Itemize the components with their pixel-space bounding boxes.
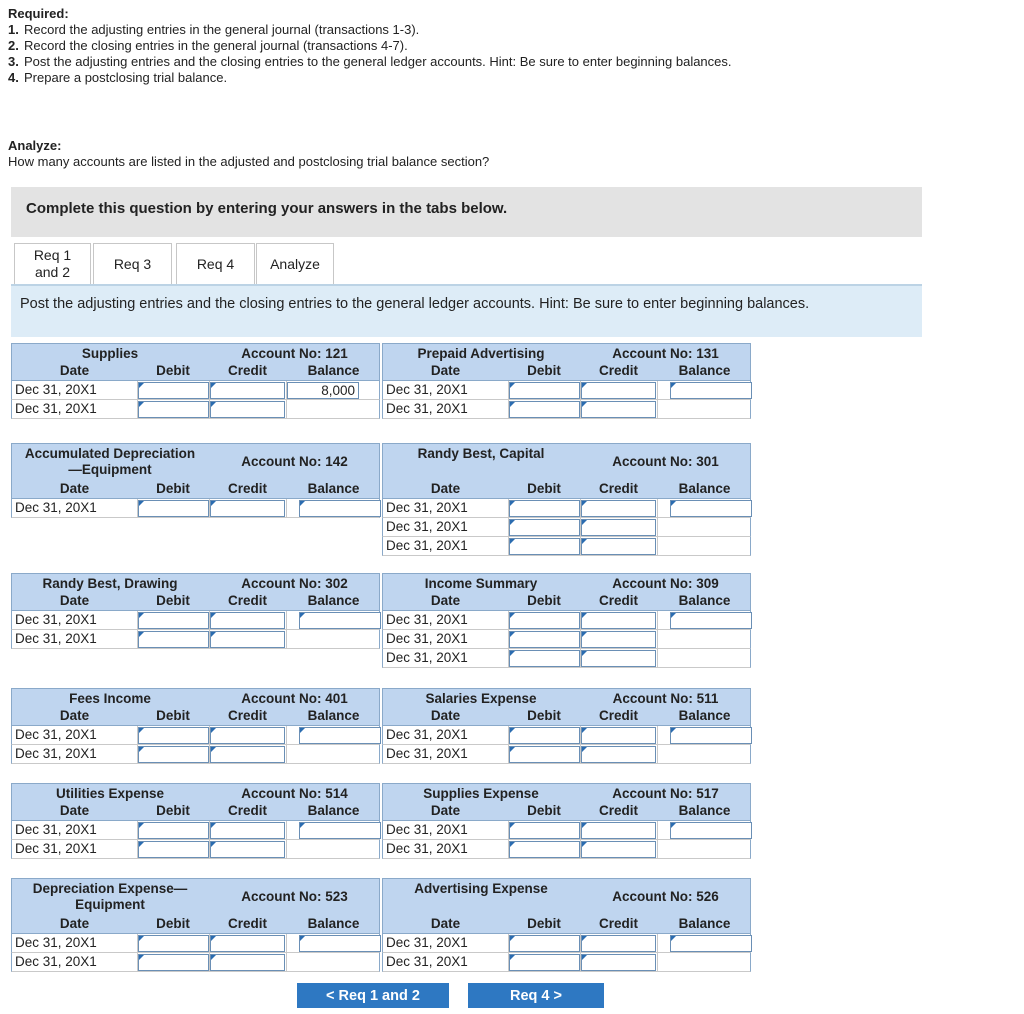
account-header: [11, 443, 380, 499]
column-header-date: Date: [59, 708, 90, 723]
credit-input[interactable]: [581, 631, 656, 648]
row-date: Dec 31, 20X1: [15, 382, 97, 397]
column-header-balance: Balance: [307, 593, 360, 608]
debit-input[interactable]: [509, 727, 580, 744]
row-date: Dec 31, 20X1: [15, 822, 97, 837]
ledger-account: [11, 343, 381, 443]
required-heading: Required:: [8, 6, 69, 21]
balance-input[interactable]: [299, 500, 381, 517]
row-date: Dec 31, 20X1: [386, 612, 468, 627]
next-button[interactable]: Req 4 >: [468, 983, 604, 1008]
required-section: [8, 6, 808, 86]
cell-divider: [657, 840, 658, 858]
column-header-debit: Debit: [156, 708, 190, 723]
credit-input[interactable]: [581, 935, 656, 952]
credit-input[interactable]: [210, 612, 285, 629]
account-header: [382, 573, 751, 611]
cell-divider: [286, 934, 287, 952]
balance-input[interactable]: [299, 822, 381, 839]
ledger-row: [382, 537, 751, 556]
tab-label: Req 4: [196, 255, 235, 272]
ledger-account: [11, 783, 381, 878]
account-name: Utilities Expense: [55, 786, 165, 801]
ledger-row: [11, 953, 380, 972]
tab-req-1-and-2[interactable]: [14, 243, 91, 284]
account-name: Income Summary: [424, 576, 538, 591]
cell-divider: [286, 953, 287, 971]
account-name: Randy Best, Capital: [417, 446, 545, 461]
credit-input[interactable]: [581, 401, 656, 418]
account-number: Account No: 121: [241, 346, 348, 361]
balance-input[interactable]: [670, 727, 752, 744]
credit-input[interactable]: [581, 382, 656, 399]
account-header: [382, 443, 751, 499]
ledger-row: [382, 745, 751, 764]
column-header-debit: Debit: [156, 363, 190, 378]
column-header-date: Date: [430, 363, 461, 378]
account-number: Account No: 526: [612, 889, 719, 904]
cell-divider: [286, 400, 287, 418]
analyze-section: [8, 138, 489, 170]
column-header-debit: Debit: [527, 363, 561, 378]
debit-input[interactable]: [509, 382, 580, 399]
credit-input[interactable]: [210, 841, 285, 858]
debit-input[interactable]: [509, 954, 580, 971]
ledger-row: [382, 400, 751, 419]
row-date: Dec 31, 20X1: [15, 746, 97, 761]
row-date: Dec 31, 20X1: [386, 841, 468, 856]
debit-input[interactable]: [138, 727, 209, 744]
column-header-date: Date: [59, 481, 90, 496]
credit-input[interactable]: [581, 727, 656, 744]
credit-input[interactable]: [581, 500, 656, 517]
balance-input[interactable]: [299, 935, 381, 952]
credit-input[interactable]: [210, 935, 285, 952]
debit-input[interactable]: [509, 500, 580, 517]
credit-input[interactable]: [581, 650, 656, 667]
debit-input[interactable]: [138, 822, 209, 839]
ledger-row: [382, 630, 751, 649]
cell-divider: [657, 821, 658, 839]
column-header-credit: Credit: [227, 916, 267, 931]
column-header-balance: Balance: [307, 481, 360, 496]
ledger-row: [382, 611, 751, 630]
debit-input[interactable]: [509, 935, 580, 952]
required-item: [8, 38, 808, 54]
column-header-balance: Balance: [307, 363, 360, 378]
account-number: Account No: 142: [241, 454, 348, 469]
cell-divider: [657, 400, 658, 418]
column-header-debit: Debit: [527, 708, 561, 723]
account-number: Account No: 309: [612, 576, 719, 591]
credit-input[interactable]: [210, 401, 285, 418]
ledger-row: [382, 499, 751, 518]
column-header-credit: Credit: [227, 803, 267, 818]
account-number: Account No: 514: [241, 786, 348, 801]
column-header-balance: Balance: [678, 593, 731, 608]
account-header: [11, 573, 380, 611]
row-date: Dec 31, 20X1: [386, 401, 468, 416]
debit-input[interactable]: [138, 935, 209, 952]
row-date: Dec 31, 20X1: [15, 935, 97, 950]
cell-divider: [657, 611, 658, 629]
ledger-row: [382, 518, 751, 537]
row-date: Dec 31, 20X1: [15, 631, 97, 646]
ledger-row: [382, 953, 751, 972]
column-header-date: Date: [430, 803, 461, 818]
instructions-banner: Complete this question by entering your answers in the tabs below.: [11, 187, 922, 237]
cell-divider: [286, 840, 287, 858]
account-header: [382, 783, 751, 821]
debit-input[interactable]: [509, 401, 580, 418]
account-name: Supplies Expense: [423, 786, 539, 801]
cell-divider: [286, 726, 287, 744]
column-header-date: Date: [59, 916, 90, 931]
column-header-date: Date: [430, 481, 461, 496]
debit-input[interactable]: [509, 519, 580, 536]
credit-input[interactable]: [581, 822, 656, 839]
debit-input[interactable]: [509, 746, 580, 763]
column-header-credit: Credit: [598, 803, 638, 818]
column-header-balance: Balance: [307, 708, 360, 723]
column-header-date: Date: [59, 803, 90, 818]
account-header: [382, 343, 751, 381]
account-header: [11, 783, 380, 821]
credit-input[interactable]: [210, 631, 285, 648]
account-number: Account No: 517: [612, 786, 719, 801]
account-number: Account No: 302: [241, 576, 348, 591]
balance-input[interactable]: [670, 935, 752, 952]
ledger-account: [382, 443, 752, 573]
ledger-row: [11, 840, 380, 859]
column-header-credit: Credit: [227, 363, 267, 378]
column-header-credit: Credit: [598, 481, 638, 496]
ledger-row: [11, 726, 380, 745]
required-item: [8, 22, 808, 38]
cell-divider: [657, 499, 658, 517]
cell-divider: [657, 953, 658, 971]
column-header-date: Date: [59, 363, 90, 378]
tab-label: Analyze: [270, 255, 320, 272]
column-header-credit: Credit: [598, 916, 638, 931]
ledger-row: [11, 400, 380, 419]
account-number: Account No: 523: [241, 889, 348, 904]
account-name: Supplies: [81, 346, 139, 361]
balance-input[interactable]: [299, 727, 381, 744]
ledger-row: [382, 726, 751, 745]
debit-input[interactable]: [509, 650, 580, 667]
account-name: Fees Income: [69, 691, 151, 706]
account-header: [382, 688, 751, 726]
cell-divider: [286, 499, 287, 517]
account-number: Account No: 131: [612, 346, 719, 361]
row-date: Dec 31, 20X1: [386, 500, 468, 515]
row-date: Dec 31, 20X1: [15, 954, 97, 969]
row-date: Dec 31, 20X1: [386, 935, 468, 950]
tab-label: Req 1 and 2: [33, 247, 72, 280]
row-date: Dec 31, 20X1: [386, 631, 468, 646]
debit-input[interactable]: [138, 612, 209, 629]
account-header: [382, 878, 751, 934]
ledger-row: [11, 499, 380, 518]
cell-divider: [657, 518, 658, 536]
ledger-row: [382, 934, 751, 953]
row-date: Dec 31, 20X1: [386, 538, 468, 553]
credit-input[interactable]: [210, 954, 285, 971]
column-header-balance: Balance: [678, 481, 731, 496]
column-header-credit: Credit: [598, 708, 638, 723]
ledger-account: [11, 688, 381, 783]
ledger-account: [382, 573, 752, 688]
account-name: Depreciation Expense— Equipment: [32, 881, 188, 912]
debit-input[interactable]: [138, 954, 209, 971]
column-header-date: Date: [430, 916, 461, 931]
ledger-row: [382, 649, 751, 668]
ledger-account: [11, 443, 381, 573]
ledger-row: [11, 611, 380, 630]
row-date: Dec 31, 20X1: [15, 727, 97, 742]
cell-divider: [286, 611, 287, 629]
balance-input[interactable]: [670, 822, 752, 839]
row-date: Dec 31, 20X1: [15, 612, 97, 627]
debit-input[interactable]: [138, 631, 209, 648]
balance-value[interactable]: 8,000: [287, 382, 359, 399]
debit-input[interactable]: [138, 500, 209, 517]
account-number: Account No: 301: [612, 454, 719, 469]
column-header-credit: Credit: [227, 708, 267, 723]
ledger-row: [382, 381, 751, 400]
tab-label: Req 3: [113, 255, 152, 272]
cell-divider: [657, 649, 658, 667]
row-date: Dec 31, 20X1: [15, 401, 97, 416]
column-header-balance: Balance: [678, 916, 731, 931]
row-date: Dec 31, 20X1: [15, 500, 97, 515]
column-header-date: Date: [59, 593, 90, 608]
debit-input[interactable]: [509, 538, 580, 555]
tab-analyze[interactable]: [256, 243, 334, 284]
ledger-account: [382, 343, 752, 443]
item-number: 2.: [8, 38, 19, 53]
debit-input[interactable]: [509, 631, 580, 648]
item-number: 1.: [8, 22, 19, 37]
ledger-account: [382, 783, 752, 878]
column-header-debit: Debit: [156, 803, 190, 818]
debit-input[interactable]: [138, 746, 209, 763]
column-header-balance: Balance: [678, 803, 731, 818]
account-number: Account No: 511: [612, 691, 719, 706]
credit-input[interactable]: [581, 954, 656, 971]
ledger-row: [382, 821, 751, 840]
column-header-credit: Credit: [598, 593, 638, 608]
column-header-credit: Credit: [227, 481, 267, 496]
ledger-account: [11, 573, 381, 688]
column-header-debit: Debit: [156, 481, 190, 496]
ledger-row: [11, 934, 380, 953]
cell-divider: [657, 630, 658, 648]
row-date: Dec 31, 20X1: [386, 746, 468, 761]
cell-divider: [286, 745, 287, 763]
credit-input[interactable]: [581, 746, 656, 763]
account-header: [11, 688, 380, 726]
balance-input[interactable]: [670, 612, 752, 629]
account-name: Randy Best, Drawing: [42, 576, 178, 591]
item-text: Post the adjusting entries and the closing entries to the general ledger accounts. Hint: Be sure to enter beginning balances.: [24, 54, 732, 69]
account-name: Salaries Expense: [425, 691, 537, 706]
account-name: Accumulated Depreciation —Equipment: [24, 446, 196, 477]
column-header-balance: Balance: [307, 803, 360, 818]
debit-input[interactable]: [509, 822, 580, 839]
cell-divider: [657, 537, 658, 555]
cell-divider: [657, 745, 658, 763]
prev-button[interactable]: < Req 1 and 2: [297, 983, 449, 1008]
column-header-balance: Balance: [678, 708, 731, 723]
ledger-account: [382, 878, 752, 973]
tab-req-3[interactable]: [93, 243, 172, 284]
ledger-row: [11, 745, 380, 764]
cell-divider: [286, 821, 287, 839]
row-date: Dec 31, 20X1: [15, 841, 97, 856]
item-text: Record the closing entries in the general journal (transactions 4-7).: [24, 38, 408, 53]
required-item: [8, 54, 808, 70]
ledger-account: [382, 688, 752, 783]
item-number: 3.: [8, 54, 19, 69]
column-header-debit: Debit: [527, 481, 561, 496]
column-header-debit: Debit: [156, 916, 190, 931]
analyze-heading: Analyze:: [8, 138, 62, 153]
cell-divider: [657, 934, 658, 952]
balance-input[interactable]: [299, 612, 381, 629]
column-header-credit: Credit: [227, 593, 267, 608]
column-header-date: Date: [430, 708, 461, 723]
debit-input[interactable]: [138, 841, 209, 858]
credit-input[interactable]: [581, 612, 656, 629]
credit-input[interactable]: [210, 746, 285, 763]
credit-input[interactable]: [581, 519, 656, 536]
credit-input[interactable]: [581, 841, 656, 858]
credit-input[interactable]: [210, 822, 285, 839]
row-date: Dec 31, 20X1: [386, 954, 468, 969]
ledger-row: [11, 821, 380, 840]
cell-divider: [657, 381, 658, 399]
debit-input[interactable]: [138, 401, 209, 418]
row-date: Dec 31, 20X1: [386, 822, 468, 837]
debit-input[interactable]: [138, 382, 209, 399]
credit-input[interactable]: [581, 538, 656, 555]
item-text: Record the adjusting entries in the general journal (transactions 1-3).: [24, 22, 420, 37]
ledger-row: [11, 381, 380, 400]
credit-input[interactable]: [210, 727, 285, 744]
credit-input[interactable]: [210, 382, 285, 399]
column-header-debit: Debit: [527, 803, 561, 818]
account-number: Account No: 401: [241, 691, 348, 706]
row-date: Dec 31, 20X1: [386, 382, 468, 397]
cell-divider: [286, 630, 287, 648]
column-header-debit: Debit: [156, 593, 190, 608]
column-header-balance: Balance: [307, 916, 360, 931]
column-header-balance: Balance: [678, 363, 731, 378]
ledger-row: [11, 630, 380, 649]
tab-req-4[interactable]: [176, 243, 255, 284]
row-date: Dec 31, 20X1: [386, 727, 468, 742]
ledger-row: [382, 840, 751, 859]
debit-input[interactable]: [509, 841, 580, 858]
tab-instruction: Post the adjusting entries and the closing entries to the general ledger accounts. Hint: Be sure to enter beginning balances.: [11, 284, 922, 337]
credit-input[interactable]: [210, 500, 285, 517]
column-header-date: Date: [430, 593, 461, 608]
account-name: Advertising Expense: [414, 881, 548, 896]
column-header-debit: Debit: [527, 916, 561, 931]
debit-input[interactable]: [509, 612, 580, 629]
cell-divider: [657, 726, 658, 744]
item-number: 4.: [8, 70, 19, 85]
balance-input[interactable]: [670, 500, 752, 517]
ledger-account: [11, 878, 381, 973]
column-header-debit: Debit: [527, 593, 561, 608]
item-text: Prepare a postclosing trial balance.: [24, 70, 228, 85]
required-item: [8, 70, 808, 86]
column-header-credit: Credit: [598, 363, 638, 378]
analyze-question: How many accounts are listed in the adjusted and postclosing trial balance section?: [8, 154, 490, 169]
account-header: [11, 343, 380, 381]
account-header: [11, 878, 380, 934]
row-date: Dec 31, 20X1: [386, 650, 468, 665]
balance-input[interactable]: [670, 382, 752, 399]
row-date: Dec 31, 20X1: [386, 519, 468, 534]
account-name: Prepaid Advertising: [417, 346, 545, 361]
